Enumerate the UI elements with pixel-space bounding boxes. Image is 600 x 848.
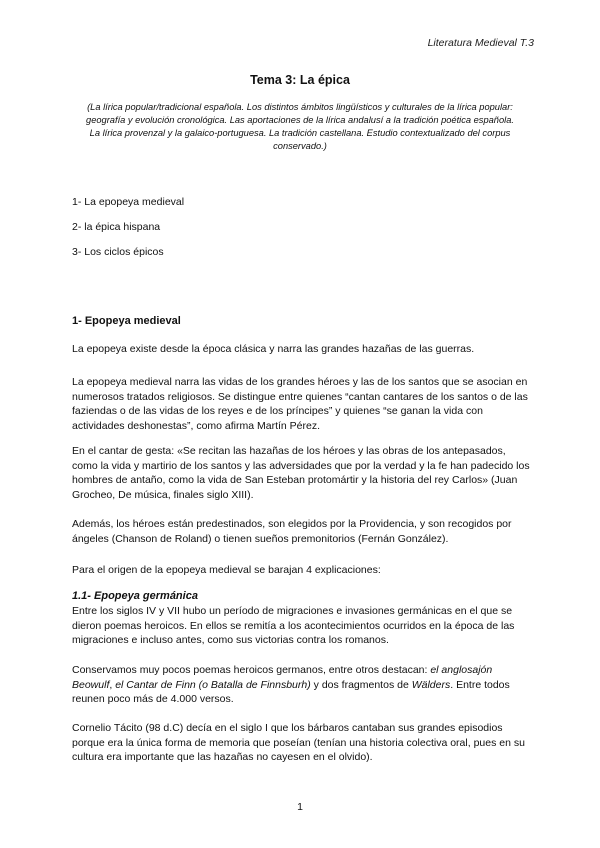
subtitle: (La lírica popular/tradicional española. Los distintos ámbitos lingüísticos y culturales de la lírica popular: geografía y evolución cronológica. Las aportaciones de la lírica andalusí a la tradición poética española. La lírica provenzal y la galaico-portuguesa. La tradición castellana. Estudio contextualizado del corpus conservado.) bbox=[86, 102, 514, 151]
paragraph: Para el origen de la epopeya medieval se barajan 4 explicaciones: bbox=[72, 564, 381, 576]
toc-item: 2- la épica hispana bbox=[72, 221, 161, 233]
work-title: el anglosajón Beowulf bbox=[72, 664, 493, 691]
work-title: Wälders bbox=[411, 678, 451, 691]
text-run: . Entre todos reunen poco más de 4.000 versos. bbox=[72, 678, 510, 706]
paragraph: La epopeya existe desde la época clásica y narra las grandes hazañas de las guerras. bbox=[72, 343, 475, 355]
page-title: Tema 3: La épica bbox=[250, 73, 350, 87]
subsection-heading: 1.1- Epopeya germánica bbox=[72, 590, 198, 602]
text-run: Conservamos muy pocos poemas heroicos germanos, entre otros destacan: bbox=[72, 664, 431, 676]
page-number: 1 bbox=[297, 801, 303, 813]
running-header: Literatura Medieval T.3 bbox=[427, 37, 534, 49]
paragraph: La epopeya medieval narra las vidas de los grandes héroes y las de los santos que se asocian en numerosos tratados religiosos. Se distingue entre quienes “cantan cantares de los santos o de las faziendas o de las vidas de los reyes e de los príncipes” y quienes “se ganan la vida con actividades deshonestas”, como afirma Martín Pérez. bbox=[72, 376, 528, 432]
text-run: y dos fragmentos de bbox=[310, 678, 412, 691]
section-heading: 1- Epopeya medieval bbox=[72, 315, 181, 327]
work-title: el Cantar de Finn (o Batalla de Finnsburh) bbox=[115, 678, 311, 691]
paragraph: Cornelio Tácito (98 d.C) decía en el siglo I que los bárbaros cantaban sus grandes episodios porque era la única forma de memoria que poseían (tenían una historia colectiva oral, pues en su cultura era importante que las hazañas no cayesen en el olvido). bbox=[72, 722, 525, 764]
toc-item: 3- Los ciclos épicos bbox=[72, 246, 164, 258]
paragraph: En el cantar de gesta: «Se recitan las hazañas de los héroes y las obras de los antepasados, como la vida y martirio de los santos y las adversidades que por la verdad y la fe han padecido los hombres de antaño, como la vida de San Esteban protomártir y la historia del rey Carlos» (Juan Grocheo, De música, finales siglo XIII). bbox=[72, 445, 530, 501]
paragraph bbox=[72, 663, 534, 707]
paragraph: Además, los héroes están predestinados, son elegidos por la Providencia, y son recogidos por ángeles (Chanson de Roland) o tienen sueños premonitorios (Fernán González). bbox=[72, 518, 512, 545]
text-run: , bbox=[109, 678, 116, 691]
paragraph: Entre los siglos IV y VII hubo un período de migraciones e invasiones germánicas en el que se dieron poemas heroicos. En ellos se remitía a los acontecimientos ocurridos en la época de las migraciones e incluso antes, como sus victorias contra los romanos. bbox=[72, 605, 515, 647]
toc-item: 1- La epopeya medieval bbox=[72, 196, 185, 208]
